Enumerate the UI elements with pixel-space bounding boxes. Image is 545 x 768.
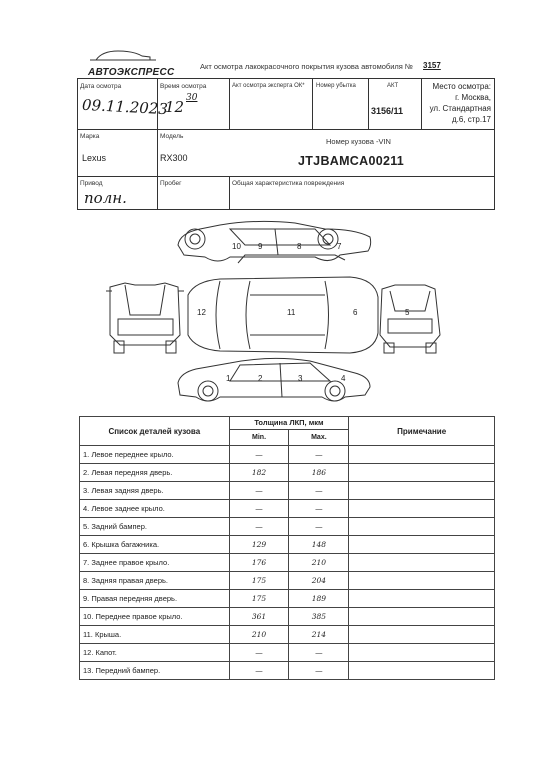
zone-label-8: 8: [297, 242, 302, 251]
part-min-value: 182: [229, 464, 289, 482]
table-row: [80, 554, 495, 572]
car-right-side-view: [178, 221, 371, 263]
zone-label-2: 2: [258, 374, 263, 383]
part-min-value: 175: [229, 590, 289, 608]
part-min-value: 361: [229, 608, 289, 626]
part-max-value: —: [289, 482, 349, 500]
part-note: [349, 626, 495, 644]
part-name: 10. Переднее правое крыло.: [80, 608, 230, 626]
car-top-view: [188, 277, 378, 353]
brand-value: Lexus: [82, 153, 107, 163]
vin-label: Номер кузова -VIN: [326, 137, 391, 146]
table-row: [80, 464, 495, 482]
part-name: 6. Крышка багажника.: [80, 536, 230, 554]
part-note: [349, 500, 495, 518]
part-note: [349, 572, 495, 590]
zone-label-1: 1: [226, 374, 231, 383]
zone-label-9: 9: [258, 242, 263, 251]
place-label: Место осмотра:: [432, 82, 491, 91]
col-note-header: Примечание: [349, 417, 495, 446]
part-max-value: 214: [289, 626, 349, 644]
place-line2: ул. Стандартная: [429, 104, 491, 113]
time-value: 12: [165, 98, 185, 116]
part-name: 9. Правая передняя дверь.: [80, 590, 230, 608]
model-label: Модель: [160, 133, 184, 140]
vin-value: JTJBAMCA00211: [298, 154, 405, 168]
part-min-value: 210: [229, 626, 289, 644]
part-min-value: 175: [229, 572, 289, 590]
part-note: [349, 482, 495, 500]
part-name: 3. Левая задняя дверь.: [80, 482, 230, 500]
part-max-value: 189: [289, 590, 349, 608]
time-label: Время осмотра: [160, 83, 207, 90]
zone-label-10: 10: [232, 242, 241, 251]
zone-label-11: 11: [287, 308, 296, 317]
part-max-value: 186: [289, 464, 349, 482]
part-name: 8. Задняя правая дверь.: [80, 572, 230, 590]
table-row: [80, 500, 495, 518]
part-note: [349, 554, 495, 572]
part-name: 13. Передний бампер.: [80, 662, 230, 680]
time-minutes: 30: [186, 93, 198, 103]
part-min-value: —: [229, 644, 289, 662]
part-note: [349, 662, 495, 680]
col-max-header: Max.: [289, 429, 349, 445]
loss-label: Номер убытка: [316, 83, 356, 89]
part-note: [349, 644, 495, 662]
part-note: [349, 608, 495, 626]
act-value: 3156/11: [371, 106, 404, 116]
part-min-value: 176: [229, 554, 289, 572]
part-note: [349, 590, 495, 608]
table-row: [80, 590, 495, 608]
table-row: [80, 482, 495, 500]
part-max-value: 148: [289, 536, 349, 554]
part-name: 11. Крыша.: [80, 626, 230, 644]
table-row: [80, 572, 495, 590]
table-row: [80, 536, 495, 554]
company-logo: [88, 48, 175, 78]
damage-label: Общая характеристика повреждения: [232, 180, 345, 187]
table-row: [80, 662, 495, 680]
col-min-header: Min.: [229, 429, 289, 445]
part-min-value: —: [229, 518, 289, 536]
part-name: 12. Капот.: [80, 644, 230, 662]
part-name: 1. Левое переднее крыло.: [80, 446, 230, 464]
part-max-value: 210: [289, 554, 349, 572]
part-note: [349, 446, 495, 464]
place-line1: г. Москва,: [455, 93, 491, 102]
part-note: [349, 536, 495, 554]
table-row: [80, 446, 495, 464]
car-logo-icon: [88, 48, 158, 62]
part-note: [349, 518, 495, 536]
car-front-view: [106, 283, 184, 353]
part-name: 2. Левая передняя дверь.: [80, 464, 230, 482]
part-name: 4. Левое заднее крыло.: [80, 500, 230, 518]
part-max-value: —: [289, 644, 349, 662]
model-value: RX300: [160, 153, 188, 163]
part-max-value: —: [289, 662, 349, 680]
table-row: [80, 518, 495, 536]
zone-label-3: 3: [298, 374, 303, 383]
zone-label-6: 6: [353, 308, 358, 317]
part-min-value: 129: [229, 536, 289, 554]
table-row: [80, 644, 495, 662]
part-name: 7. Заднее правое крыло.: [80, 554, 230, 572]
act-label: АКТ: [387, 83, 399, 89]
part-min-value: —: [229, 446, 289, 464]
part-name: 5. Задний бампер.: [80, 518, 230, 536]
logo-text: АВТОЭКСПРЕСС: [88, 67, 175, 78]
brand-label: Марка: [80, 133, 100, 140]
part-min-value: —: [229, 482, 289, 500]
table-row: [80, 626, 495, 644]
car-rear-view: [380, 285, 440, 353]
document-number: 3157: [423, 61, 441, 70]
parts-table: [79, 416, 495, 680]
zone-label-12: 12: [197, 308, 206, 317]
mileage-label: Пробег: [160, 180, 182, 187]
date-label: Дата осмотра: [80, 83, 122, 90]
car-diagram: [100, 215, 445, 410]
part-max-value: —: [289, 518, 349, 536]
zone-label-7: 7: [337, 242, 342, 251]
date-value: 09.11.2023: [81, 95, 169, 119]
part-max-value: —: [289, 500, 349, 518]
zone-label-4: 4: [341, 374, 346, 383]
part-min-value: —: [229, 662, 289, 680]
zone-label-5: 5: [405, 308, 410, 317]
place-block: [423, 81, 491, 125]
expert-label: Акт осмотра эксперта ОК*: [232, 83, 305, 89]
document-title: Акт осмотра лакокрасочного покрытия кузова автомобиля №: [200, 62, 413, 71]
part-max-value: 385: [289, 608, 349, 626]
col-thickness-header: Толщина ЛКП, мкм: [229, 417, 349, 430]
table-row: [80, 608, 495, 626]
part-min-value: —: [229, 500, 289, 518]
part-max-value: 204: [289, 572, 349, 590]
part-note: [349, 464, 495, 482]
drive-value: полн.: [84, 189, 127, 207]
place-line3: д.6, стр.17: [451, 115, 491, 124]
part-max-value: —: [289, 446, 349, 464]
drive-label: Привод: [80, 180, 103, 187]
col-parts-header: Список деталей кузова: [80, 417, 230, 446]
